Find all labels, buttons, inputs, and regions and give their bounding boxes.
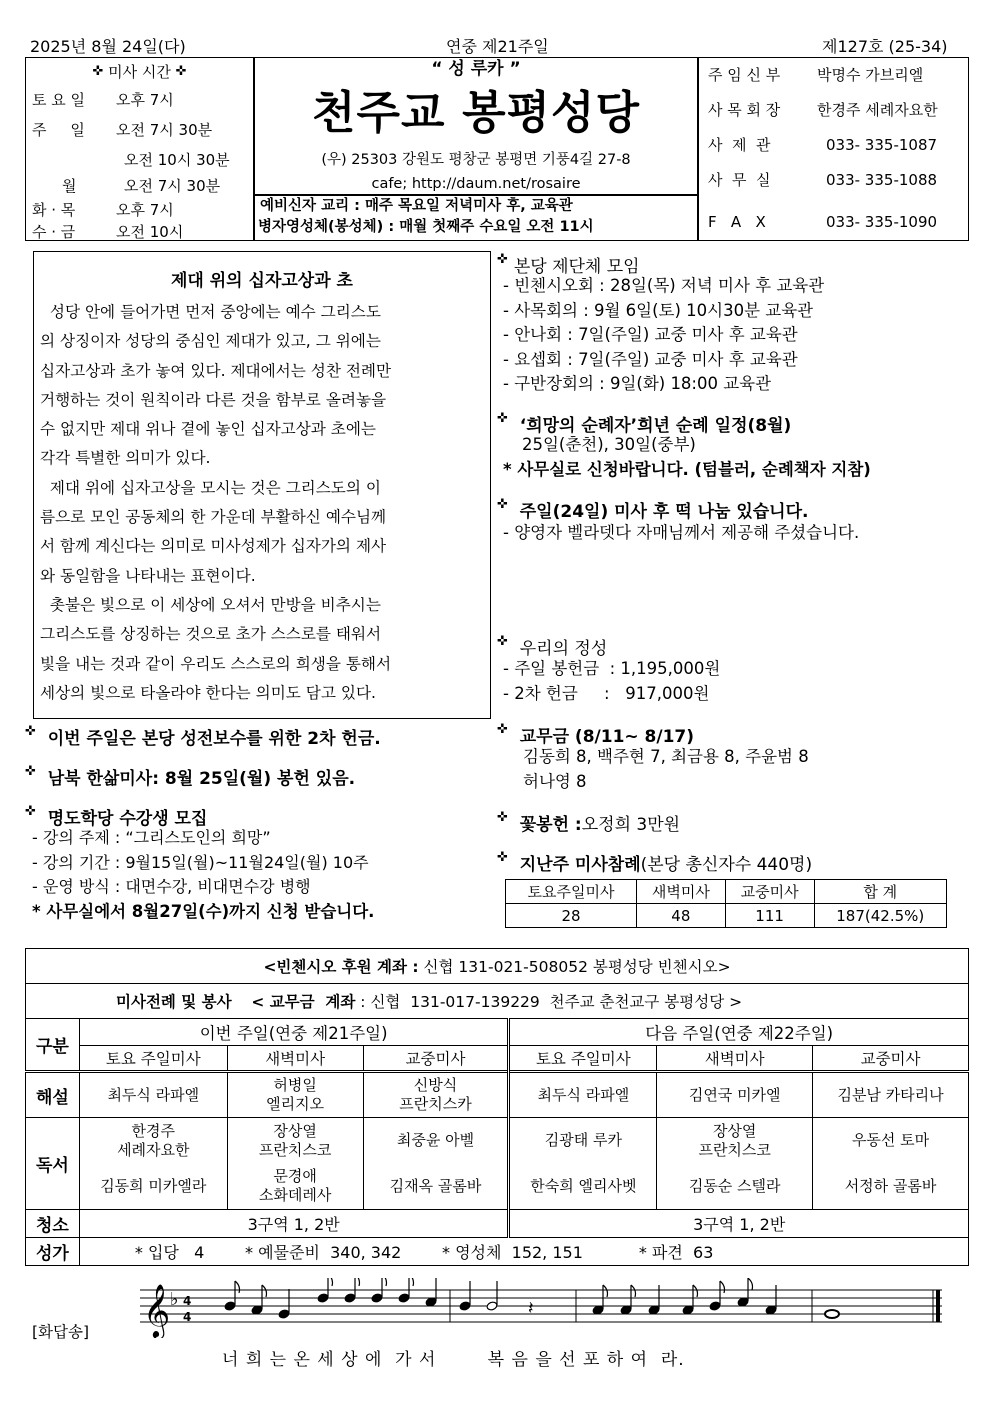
mass-day: 수 · 금 (32, 223, 76, 241)
vincent-account-value: 신협 131-021-508052 봉평성당 빈첸시오> (418, 958, 731, 976)
cross-icon: ✜ (497, 634, 508, 649)
contact-value: 한경주 세례자요한 (817, 101, 938, 119)
reader: 김재옥 골롬바 (363, 1164, 509, 1210)
article-line: 의 상징이자 성당의 중심인 제대가 있고, 그 위에는 (40, 332, 381, 351)
reader: 서정하 골롬바 (813, 1164, 969, 1210)
note-icon (459, 1281, 498, 1311)
mass-time: 오후 7시 (116, 201, 174, 219)
contact-value: 033- 335-1088 (826, 171, 938, 189)
reader: 최중윤 아벨 (363, 1118, 509, 1164)
contact-value: 033- 335-1090 (826, 213, 938, 231)
this-week-header: 이번 주일(연중 제21주일) (79, 1019, 509, 1046)
cross-icon: ✜ (25, 804, 36, 819)
meeting-item: - 안나회 : 7일(주일) 교중 미사 후 교육관 (503, 325, 798, 344)
meeting-item: - 사목회의 : 9월 6일(토) 10시30분 교육관 (503, 300, 814, 320)
flower-title: 꽃봉헌 : (519, 815, 582, 835)
psalm-music-staff (140, 1278, 950, 1338)
contacts (708, 63, 968, 245)
diocese-dues-line: 김동희 8, 백주현 7, 최금용 8, 주윤범 8 (523, 747, 809, 766)
notice-second-collection: 이번 주일은 본당 성전보수를 위한 2차 헌금. (47, 729, 381, 749)
parish-name: 천주교 봉평성당 (312, 86, 640, 139)
offering-line: - 주일 봉헌금 : 1,195,000원 (503, 659, 721, 678)
article-line: 십자고상과 초가 놓여 있다. 제대에서는 성찬 전례만 (40, 361, 392, 380)
cross-icon: ✜ (92, 64, 104, 79)
commentator: 김연국 미카엘 (657, 1072, 813, 1118)
note-icon (224, 1278, 437, 1319)
liturgy-service-label: 미사전례 및 봉사 (116, 993, 232, 1011)
rice-cake-title: 주일(24일) 미사 후 떡 나눔 있습니다. (519, 502, 809, 522)
diocese-dues-title: 교무금 (8/11~ 8/17) (519, 727, 695, 747)
parish-address: (우) 25303 강원도 평창군 봉평면 기풍4길 27-8 (321, 152, 631, 168)
time-signature-icon: 4 (183, 1310, 192, 1324)
vincent-account-label: <빈첸시오 후원 계좌 : (263, 958, 419, 976)
mass-time: 오전 10시 30분 (124, 151, 230, 169)
reader: 김광태 루카 (509, 1118, 657, 1164)
contact-label: 사 무 실 (708, 171, 771, 189)
article-line: 거행하는 것이 원칙이라 다른 것을 함부로 올려놓을 (40, 390, 387, 409)
school-detail: - 강의 기간 : 9월15일(월)~11월24일(월) 10주 (32, 852, 369, 872)
header-divider-right (697, 57, 699, 241)
article-line: 서 함께 계신다는 의미로 미사성제가 십자가의 제사 (40, 537, 387, 556)
meetings-title: 본당 제단체 모임 (513, 257, 640, 277)
attendance-header: 합 계 (814, 880, 947, 904)
service-schedule-table (25, 948, 969, 1266)
liturgical-week: 연중 제21주일 (446, 37, 549, 56)
psalm-lyrics: 너 희 는 온 세 상 에 가 서 복 음 을 선 포 하 여 라. (222, 1350, 685, 1370)
cross-icon: ✜ (497, 722, 508, 737)
mass-header: 토요 주일미사 (509, 1046, 657, 1072)
rice-cake-detail: - 양영자 벨라뎃다 자매님께서 제공해 주셨습니다. (503, 523, 860, 542)
attendance-value: 48 (636, 904, 725, 928)
article-line: 제대 위에 십자고상을 모시는 것은 그리스도의 이 (40, 478, 381, 497)
cleaning-next-week: 3구역 1, 2반 (509, 1210, 969, 1238)
mass-time: 오후 7시 (116, 91, 174, 109)
article-line: 빛을 내는 것과 같이 우리도 스스로의 희생을 통해서 (40, 654, 392, 673)
commentary-label: 해설 (26, 1072, 80, 1118)
article-line: 그리스도를 상징하는 것으로 초가 스스로를 태워서 (40, 625, 382, 644)
attendance-header: 토요주일미사 (506, 880, 637, 904)
mass-time: 오전 7시 30분 (124, 177, 221, 195)
commentator: 신방식 프란치스카 (363, 1072, 509, 1118)
article-line: 름으로 모인 공동체의 한 가운데 부활하신 예수님께 (40, 508, 387, 527)
offering-line: - 2차 헌금 : 917,000원 (503, 683, 710, 703)
contact-label: 사 목 회 장 (708, 101, 781, 119)
psalm-label: [화답송] (32, 1323, 90, 1341)
attendance-value: 187(42.5%) (814, 904, 947, 928)
hymn-numbers: * 입당 4 * 예물준비 340, 342 * 영성체 152, 151 * 파견 63 (79, 1238, 968, 1266)
reader: 김동희 미카엘라 (79, 1164, 227, 1210)
offering-title: 우리의 정성 (519, 639, 608, 659)
reader: 장상열 프란치스코 (657, 1118, 813, 1164)
contact-label: F A X (708, 213, 766, 231)
meeting-item: - 요셉회 : 7일(주일) 교중 미사 후 교육관 (503, 349, 798, 369)
commentator: 허병일 엘리지오 (227, 1072, 363, 1118)
header-divider-left (253, 57, 255, 241)
pilgrim-title: ‘희망의 순례자’희년 순례 일정(8월) (519, 416, 792, 436)
contact-value: 박명수 가브리엘 (817, 66, 924, 84)
mass-day: 주 일 (32, 121, 85, 139)
cross-icon: ✜ (25, 724, 36, 739)
notice-catechumen: 예비신자 교리 : 매주 목요일 저녁미사 후, 교육관 (260, 198, 573, 214)
cross-icon: ✜ (497, 810, 508, 825)
mass-header: 교중미사 (813, 1046, 969, 1072)
reader: 문경애 소화데레사 (227, 1164, 363, 1210)
mass-header: 새벽미사 (657, 1046, 813, 1072)
column-label: 구분 (26, 1019, 80, 1072)
cross-icon: ✜ (497, 850, 508, 865)
notice-reconciliation-mass: 남북 한삶미사: 8월 25일(월) 봉헌 있음. (47, 769, 356, 789)
notice-school-title: 명도학당 수강생 모집 (47, 809, 208, 829)
school-apply-note: * 사무실에서 8월27일(수)까지 신청 받습니다. (32, 901, 375, 921)
mass-header: 교중미사 (363, 1046, 509, 1072)
school-detail: - 운영 방식 : 대면수강, 비대면수강 병행 (32, 877, 311, 896)
mass-day: 토 요 일 (32, 91, 86, 109)
notice-sick-communion: 병자영성체(봉성체) : 매월 첫째주 수요일 오전 11시 (258, 219, 594, 235)
cross-icon: ✜ (497, 497, 508, 512)
masthead (256, 58, 696, 196)
article-body (40, 298, 486, 708)
attendance-header: 교중미사 (725, 880, 814, 904)
hymn-label: 성가 (26, 1238, 80, 1266)
reader: 한숙희 엘리사벳 (509, 1164, 657, 1210)
article-line: 와 동일함을 나타내는 표현이다. (40, 566, 256, 585)
commentator: 최두식 라파엘 (509, 1072, 657, 1118)
reader: 김동순 스텔라 (657, 1164, 813, 1210)
contact-value: 033- 335-1087 (826, 136, 938, 154)
cross-icon: ✜ (497, 411, 508, 426)
commentator: 김분남 카타리나 (813, 1072, 969, 1118)
mass-header: 새벽미사 (227, 1046, 363, 1072)
treble-clef-icon: 𝄞 (143, 1283, 171, 1337)
school-detail: - 강의 주제 : “그리스도인의 희망” (32, 828, 271, 847)
dues-account-label: < 교무금 계좌 (251, 993, 356, 1011)
time-signature-icon: 4 (183, 1294, 192, 1308)
next-week-header: 다음 주일(연중 제22주일) (509, 1019, 969, 1046)
cross-icon: ✜ (25, 764, 36, 779)
attendance-value: 111 (725, 904, 814, 928)
pilgrim-note: * 사무실로 신청바랍니다. (텀블러, 순례책자 지참) (503, 460, 871, 479)
flat-icon: ♭ (170, 1289, 179, 1310)
reader: 한경주 세례자요한 (79, 1118, 227, 1164)
commentator: 최두식 라파엘 (79, 1072, 227, 1118)
attendance-title: 지난주 미사참례 (519, 855, 641, 875)
mass-day: 월 (62, 177, 77, 195)
article-line: 성당 안에 들어가면 먼저 중앙에는 예수 그리스도 (40, 303, 381, 321)
whole-note-icon (825, 1310, 839, 1318)
pilgrim-dates: 25일(춘천), 30일(중부) (522, 435, 696, 454)
cleaning-this-week: 3구역 1, 2반 (79, 1210, 509, 1238)
parish-cafe-link[interactable]: cafe; http://daum.net/rosaire (371, 176, 581, 192)
mass-times (32, 60, 247, 244)
article-line: 각각 특별한 의미가 있다. (40, 449, 211, 468)
mass-time: 오전 7시 30분 (116, 121, 213, 139)
flower-value: 오정희 3만원 (581, 815, 681, 835)
attendance-value: 28 (506, 904, 637, 928)
contact-label: 주 임 신 부 (708, 66, 781, 84)
reading-label: 독서 (26, 1118, 80, 1210)
issue-date: 2025년 8월 24일(다) (30, 37, 186, 56)
mass-day (32, 148, 124, 172)
reader: 우동선 토마 (813, 1118, 969, 1164)
reader: 장상열 프란치스코 (227, 1118, 363, 1164)
cleaning-label: 청소 (26, 1210, 80, 1238)
patron-saint: “ 성 루카 ” (431, 59, 521, 79)
attendance-subtitle: (본당 총신자수 440명) (640, 855, 813, 875)
mass-header: 토요 주일미사 (79, 1046, 227, 1072)
meeting-item: - 빈첸시오회 : 28일(목) 저녁 미사 후 교육관 (503, 276, 825, 295)
issue-number: 제127호 (25-34) (822, 37, 948, 56)
cross-icon: ✜ (497, 252, 508, 267)
attendance-header: 새벽미사 (636, 880, 725, 904)
mass-day: 화 · 목 (32, 201, 76, 219)
article-line: 세상의 빛으로 타올라야 한다는 의미도 담고 있다. (40, 683, 376, 702)
mass-time: 오전 10시 (116, 223, 184, 241)
article-line: 촛불은 빛으로 이 세상에 오셔서 만방을 비추시는 (40, 595, 381, 614)
meeting-item: - 구반장회의 : 9일(화) 18:00 교육관 (503, 374, 772, 393)
cross-icon: ✜ (175, 64, 187, 79)
article-line: 수 없지만 제대 위나 곁에 놓인 십자고상과 초에는 (40, 420, 376, 439)
attendance-table (505, 879, 947, 928)
rest-icon: 𝄽 (528, 1298, 534, 1319)
dues-account-value: : 신협 131-017-139229 천주교 춘천교구 봉평성당 > (355, 993, 743, 1011)
note-icon (592, 1278, 777, 1315)
contact-label: 사 제 관 (708, 136, 771, 154)
mass-times-title: 미사 시간 (108, 63, 171, 81)
diocese-dues-line: 허나영 8 (523, 771, 587, 791)
article-title: 제대 위의 십자고상과 초 (171, 271, 353, 291)
